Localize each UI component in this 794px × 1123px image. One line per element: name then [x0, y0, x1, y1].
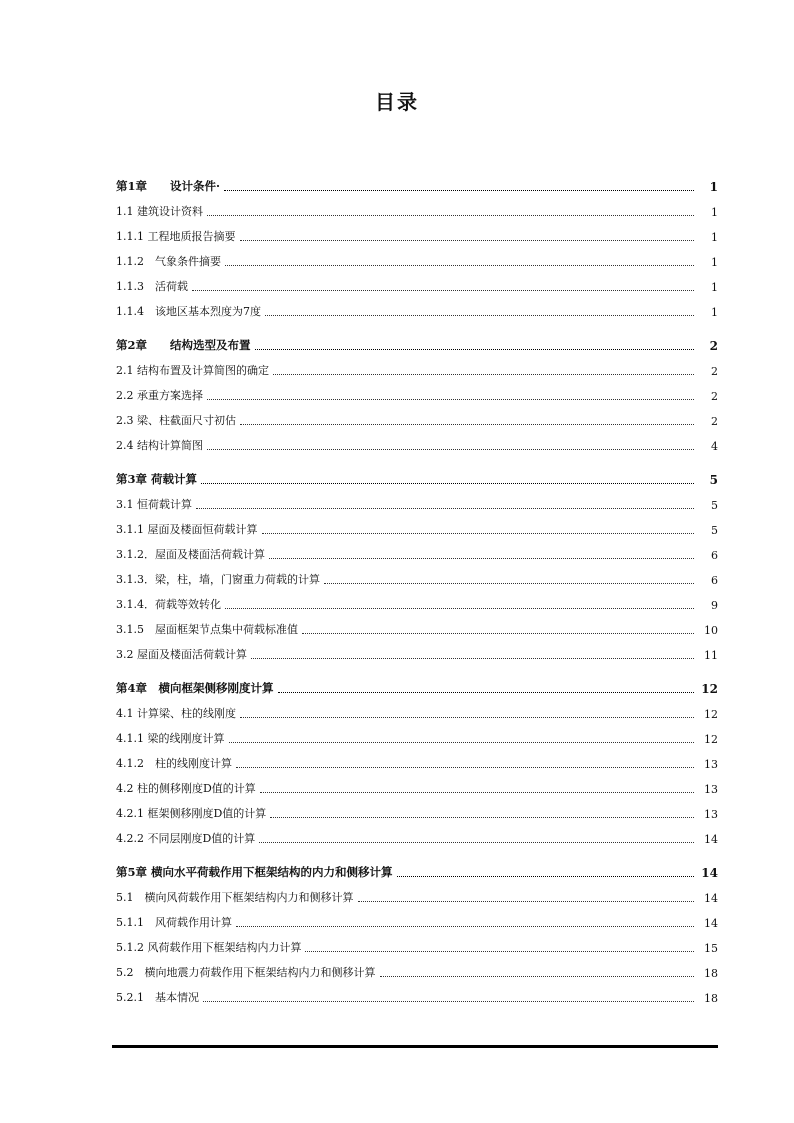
toc-page-number: 15 [704, 942, 718, 955]
toc-chapter-5[interactable] [116, 846, 718, 880]
dot-leader [278, 692, 694, 693]
toc-entry-label: 3.1.5 屋面框架节点集中荷载标准值 [116, 623, 298, 636]
toc-page-number: 2 [711, 365, 718, 378]
toc-page-number: 5 [711, 524, 718, 537]
dot-leader [240, 424, 694, 425]
toc-entry-label: 3.1.2．屋面及楼面活荷载计算 [116, 548, 265, 561]
dot-leader [240, 717, 694, 718]
toc-entry[interactable] [116, 378, 718, 403]
toc-entry-label: 2.4 结构计算简图 [116, 439, 203, 452]
toc-entry[interactable] [116, 796, 718, 821]
toc-entry-label: 第3章 荷载计算 [116, 472, 198, 486]
toc-entry-label: 1.1.3 活荷载 [116, 280, 188, 293]
toc-entry-label: 3.1.4．荷载等效转化 [116, 598, 221, 611]
toc-entry-label: 3.2 屋面及楼面活荷载计算 [116, 648, 247, 661]
toc-entry[interactable] [116, 487, 718, 512]
dot-leader [269, 558, 694, 559]
toc-page-number: 14 [704, 833, 718, 846]
toc-entry-label: 第2章 结构选型及布置 [116, 338, 251, 352]
toc-page-number: 14 [704, 917, 718, 930]
toc-page-number: 18 [704, 967, 718, 980]
toc-entry[interactable] [116, 696, 718, 721]
dot-leader [259, 842, 694, 843]
toc-entry[interactable] [116, 612, 718, 637]
dot-leader [236, 926, 694, 927]
toc-entry-label: 第1章 设计条件· [116, 179, 221, 193]
toc-page-number: 13 [704, 758, 718, 771]
toc-page-number: 12 [704, 733, 718, 746]
toc-entry[interactable] [116, 905, 718, 930]
toc-entry-label: 1.1 建筑设计资料 [116, 205, 203, 218]
toc-entry[interactable] [116, 880, 718, 905]
toc-entry-label: 1.1.2 气象条件摘要 [116, 255, 221, 268]
toc-page-number: 18 [704, 992, 718, 1005]
toc-entry[interactable] [116, 512, 718, 537]
toc-entry-label: 4.1.2 柱的线刚度计算 [116, 757, 232, 770]
toc-entry-label: 5.1.1 风荷载作用计算 [116, 916, 232, 929]
dot-leader [196, 508, 694, 509]
dot-leader [302, 633, 694, 634]
dot-leader [240, 240, 695, 241]
toc-page-number: 4 [711, 440, 718, 453]
footer-rule [112, 1045, 718, 1048]
toc-page-number: 1 [711, 206, 718, 219]
toc-page-number: 12 [701, 682, 718, 696]
toc-page-number: 1 [711, 281, 718, 294]
toc-chapter-1[interactable] [116, 160, 718, 194]
toc-entry-label: 5.2.1 基本情况 [116, 991, 199, 1004]
toc-entry-label: 4.2 柱的侧移刚度D值的计算 [116, 782, 256, 795]
dot-leader [380, 976, 695, 977]
toc-page-number: 13 [704, 808, 718, 821]
dot-leader [229, 742, 695, 743]
toc-entry[interactable] [116, 403, 718, 428]
toc-page-number: 6 [711, 574, 718, 587]
toc-chapter-4[interactable] [116, 662, 718, 696]
dot-leader [236, 767, 694, 768]
toc-page-number: 1 [711, 256, 718, 269]
dot-leader [207, 215, 694, 216]
dot-leader [201, 483, 694, 484]
toc-entry[interactable] [116, 637, 718, 662]
toc-page-number: 1 [711, 306, 718, 319]
toc-entry-label: 2.2 承重方案选择 [116, 389, 203, 402]
toc-entry[interactable] [116, 821, 718, 846]
toc-entry[interactable] [116, 562, 718, 587]
toc-entry[interactable] [116, 930, 718, 955]
toc-page-number: 10 [704, 624, 718, 637]
toc-page-number: 2 [709, 339, 718, 353]
dot-leader [262, 533, 695, 534]
toc-entry-label: 第4章 横向框架侧移刚度计算 [116, 681, 274, 695]
dot-leader [224, 190, 694, 191]
dot-leader [225, 265, 694, 266]
toc-page-number: 2 [711, 415, 718, 428]
toc-page-number: 9 [711, 599, 718, 612]
toc-entry[interactable] [116, 353, 718, 378]
toc-page-number: 1 [711, 231, 718, 244]
toc-entry[interactable] [116, 771, 718, 796]
dot-leader [397, 876, 694, 877]
dot-leader [192, 290, 694, 291]
toc-entry-label: 3.1.3．梁，柱，墙，门窗重力荷载的计算 [116, 573, 320, 586]
toc-entry-label: 1.1.4 该地区基本烈度为7度 [116, 305, 261, 318]
toc-page-number: 5 [711, 499, 718, 512]
dot-leader [260, 792, 694, 793]
dot-leader [324, 583, 694, 584]
toc-entry-label: 2.3 梁、柱截面尺寸初估 [116, 414, 236, 427]
toc-entry[interactable] [116, 269, 718, 294]
toc-entry[interactable] [116, 587, 718, 612]
toc-entry-label: 第5章 横向水平荷载作用下框架结构的内力和侧移计算 [116, 865, 393, 879]
toc-entry-label: 4.2.1 框架侧移刚度D值的计算 [116, 807, 267, 820]
toc-entry[interactable] [116, 219, 718, 244]
toc-page-number: 1 [709, 180, 718, 194]
toc-entry[interactable] [116, 721, 718, 746]
toc-page-number: 11 [704, 649, 718, 662]
toc-entry[interactable] [116, 294, 718, 319]
dot-leader [270, 817, 694, 818]
toc-entry-label: 5.2 横向地震力荷载作用下框架结构内力和侧移计算 [116, 966, 376, 979]
toc-entry[interactable] [116, 194, 718, 219]
toc-entry[interactable] [116, 746, 718, 771]
toc-entry[interactable] [116, 244, 718, 269]
toc-entry[interactable] [116, 537, 718, 562]
toc-entry[interactable] [116, 980, 718, 1005]
toc-page-number: 2 [711, 390, 718, 403]
dot-leader [265, 315, 694, 316]
dot-leader [225, 608, 694, 609]
toc-entry-label: 3.1.1 屋面及楼面恒荷载计算 [116, 523, 258, 536]
toc-entry-label: 2.1 结构布置及计算简图的确定 [116, 364, 269, 377]
table-of-contents [116, 160, 718, 1005]
dot-leader [358, 901, 695, 902]
toc-entry[interactable] [116, 955, 718, 980]
dot-leader [305, 951, 694, 952]
dot-leader [207, 399, 694, 400]
toc-entry-label: 3.1 恒荷载计算 [116, 498, 192, 511]
toc-page-number: 5 [709, 473, 718, 487]
dot-leader [255, 349, 694, 350]
toc-chapter-2[interactable] [116, 319, 718, 353]
toc-page-number: 14 [701, 866, 718, 880]
toc-page-number: 6 [711, 549, 718, 562]
toc-entry[interactable] [116, 428, 718, 453]
toc-entry-label: 5.1.2 风荷载作用下框架结构内力计算 [116, 941, 302, 954]
toc-entry-label: 4.1 计算梁、柱的线刚度 [116, 707, 236, 720]
toc-page-number: 13 [704, 783, 718, 796]
toc-page-number: 14 [704, 892, 718, 905]
toc-entry-label: 4.2.2 不同层刚度D值的计算 [116, 832, 256, 845]
dot-leader [251, 658, 694, 659]
dot-leader [203, 1001, 694, 1002]
dot-leader [273, 374, 694, 375]
page-title: 目录 [375, 90, 419, 114]
toc-page-number: 12 [704, 708, 718, 721]
toc-entry-label: 1.1.1 工程地质报告摘要 [116, 230, 236, 243]
toc-entry-label: 5.1 横向风荷载作用下框架结构内力和侧移计算 [116, 891, 354, 904]
toc-entry-label: 4.1.1 梁的线刚度计算 [116, 732, 225, 745]
toc-chapter-3[interactable] [116, 453, 718, 487]
dot-leader [207, 449, 694, 450]
